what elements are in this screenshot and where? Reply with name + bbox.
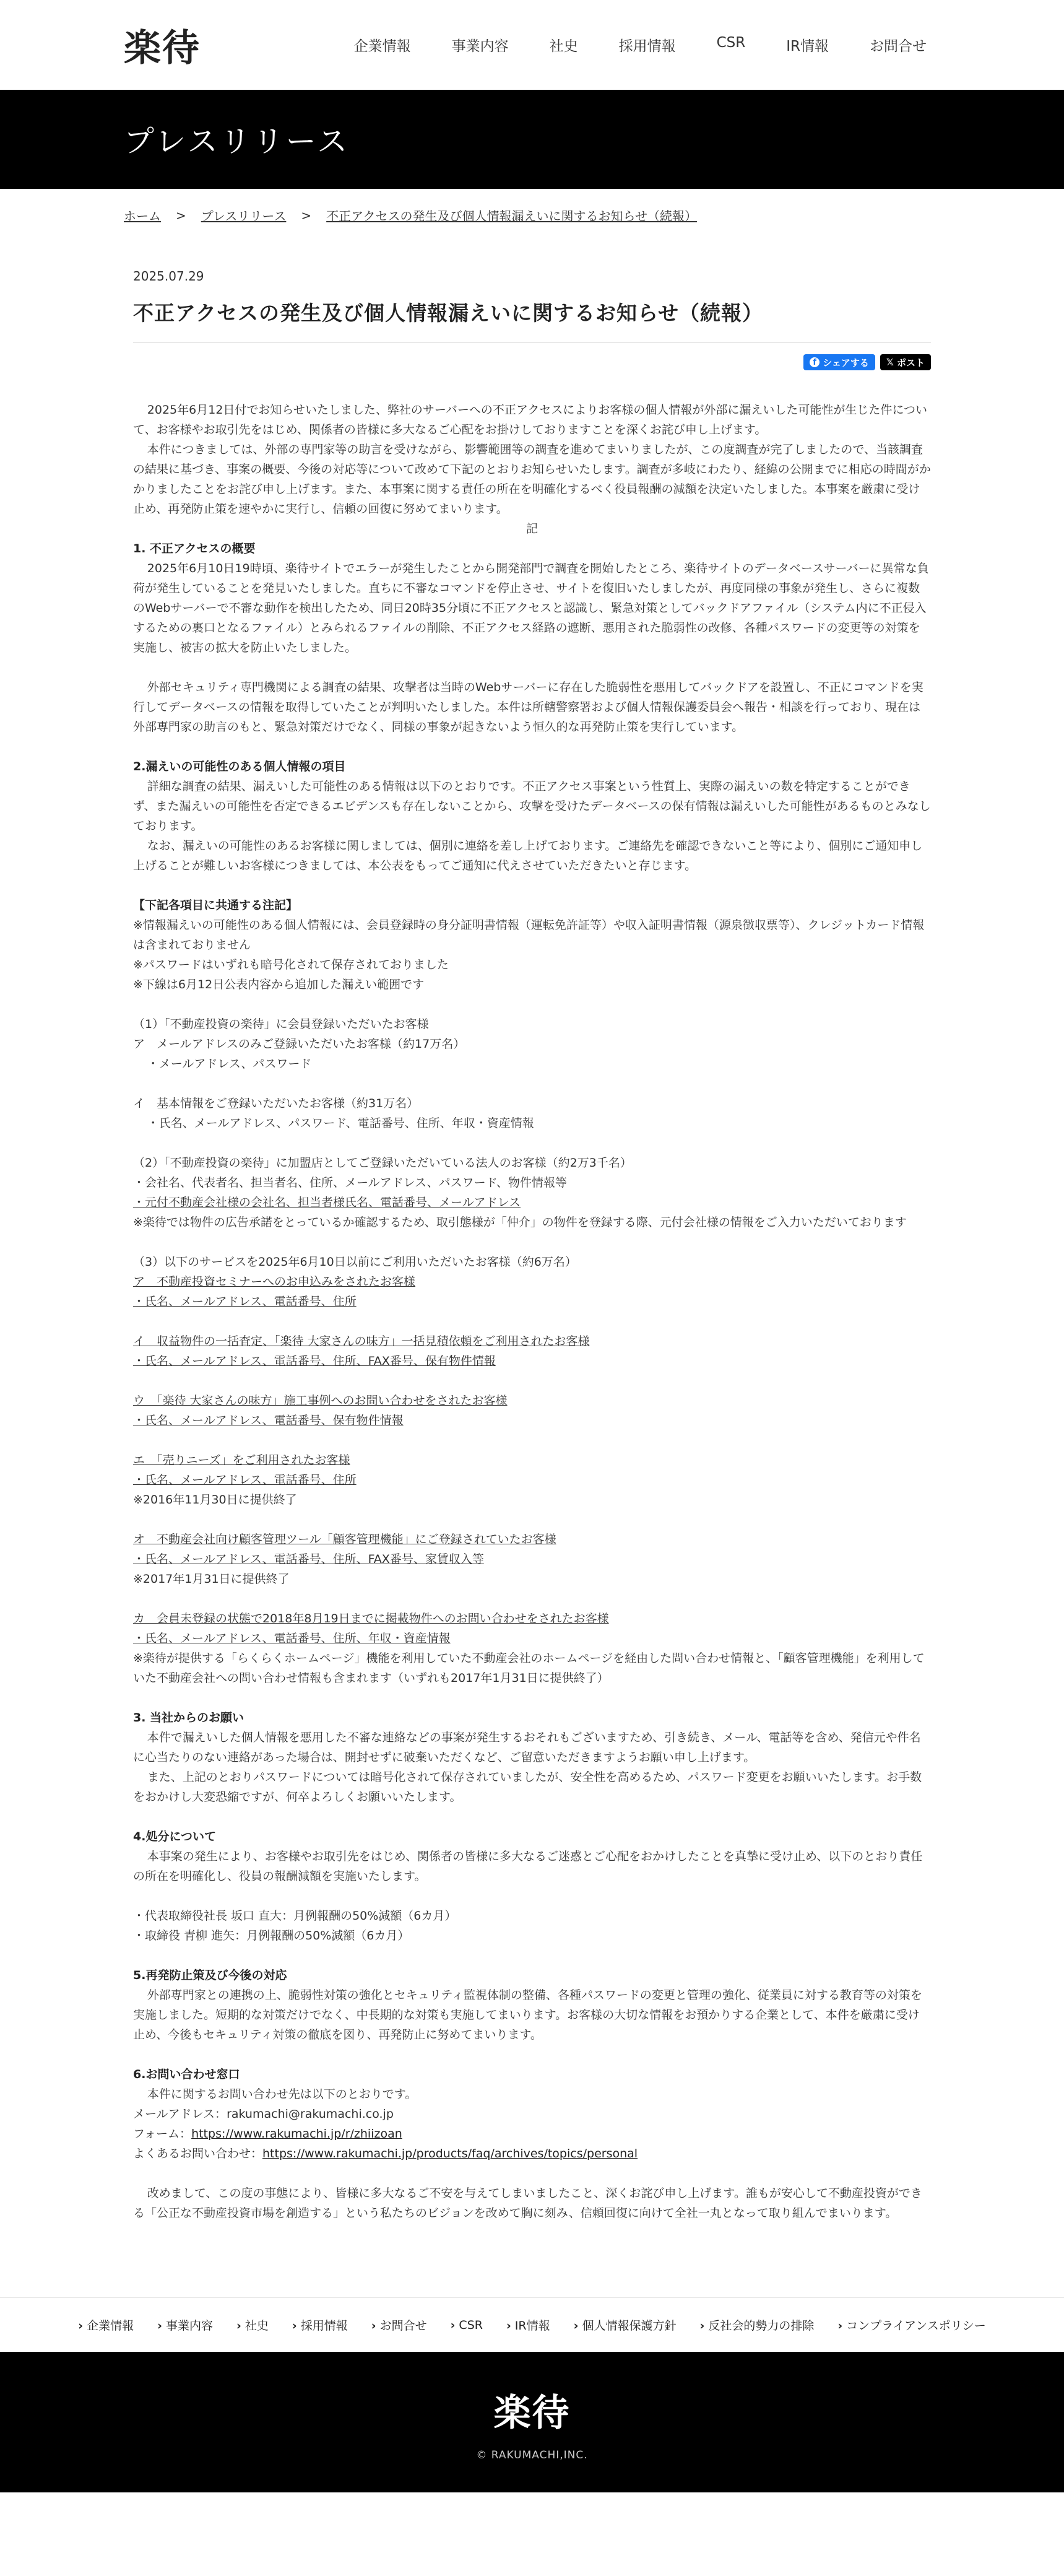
section-heading: 5.再発防止策及び今後の対応 <box>133 1969 287 1982</box>
section-paragraph: 外部セキュリティ専門機関による調査の結果、攻撃者は当時のWebサーバーに存在した脆弱性を悪用してバックドアを設置し、不正にコマンドを実行してデータベースの情報を取得していたことが判明いたしました。本件は所轄警察署および個人情報保護委員会へ報告・相談を行っており、現在は外部専門家の助言のもと、緊急対策だけでなく、同様の事象が起きないよう恒久的な再発防止策を実行しています。 <box>133 681 923 734</box>
list-heading: （3）以下のサービスを2025年6月10日以前にご利用いただいたお客様（約6万名） <box>133 1255 577 1269</box>
list-item: ・メールアドレス、パスワード <box>147 1057 312 1071</box>
page-banner-title: プレスリリース <box>124 124 350 159</box>
section-paragraph: 本件に関するお問い合わせ先は以下のとおりです。 <box>147 2087 417 2101</box>
intro-paragraph: 本件につきましては、外部の専門家等の助言を受けながら、影響範囲等の調査を進めてまいりましたが、この度調査が完了しましたので、当該調査の結果に基づき、事案の概要、今後の対応等について改めて下記のとおりお知らせいたします。調査が多岐にわたり、経緯の公開までに相応の時間がかかりましたことをお詫び申し上げます。また、本事案に関する責任の所在を明確化するべく役員報酬の減額を決定いたしました。本事案を厳粛に受け止め、再発防止策を速やかに実行し、信頼の回復に努めてまいります。 <box>133 443 931 516</box>
list-subhead: イ 基本情報をご登録いただいたお客様（約31万名） <box>133 1097 419 1110</box>
footer-link-compliance[interactable]: › コンプライアンスポリシー <box>837 2317 985 2333</box>
site-footer <box>0 2352 1064 2492</box>
list-subhead-added: オ 不動産会社向け顧客管理ツール「顧客管理機能」にご登録されていたお客様 <box>133 1533 556 1546</box>
nav-item-ir[interactable]: IR情報 <box>786 38 829 54</box>
article-body <box>133 400 931 2223</box>
list-item: ・取締役 青柳 進矢：月例報酬の50%減額（6カ月） <box>133 1929 410 1943</box>
list-item-added: ・元付不動産会社様の会社名、担当者様氏名、電話番号、メールアドレス <box>133 1196 521 1209</box>
x-post-button[interactable] <box>880 354 931 370</box>
facebook-share-label: シェアする <box>823 357 869 368</box>
section-paragraph: 2025年6月10日19時頃、楽待サイトでエラーが発生したことから開発部門で調査を開始したところ、楽待サイトのデータベースサーバーに異常な負荷が発生していることを発見いたしました。直ちに不審なコマンドを停止させ、サイトを復旧いたしましたが、再度同様の事象が発生し、さらに複数のWebサーバーで不審な動作を検出したため、同日20時35分頃に不正アクセスと認識し、緊急対策としてバックドアファイル（システム内に不正侵入するための裏口となるファイル）とみられるファイルの削除、不正アクセス経路の遮断、悪用された脆弱性の改修、各種パスワードの変更等の対策を実施し、被害の拡大を防止いたしました。 <box>133 562 929 655</box>
list-note: ※楽待では物件の広告承諾をとっているか確認するため、取引態様が「仲介」の物件を登録する際、元付会社様の情報をご入力いただいております <box>133 1216 907 1229</box>
list-note: ※2016年11月30日に提供終了 <box>133 1493 297 1507</box>
contact-mail-label: メールアドレス： <box>133 2107 227 2121</box>
title-divider <box>133 342 931 343</box>
section-paragraph: なお、漏えいの可能性のあるお客様に関しましては、個別に連絡を差し上げております。ご連絡先を確認できないこと等により、個別にご通知申し上げることが難しいお客様につきましては、本公表をもってご通知に代えさせていただきたいと存じます。 <box>133 839 923 872</box>
contact-form-link[interactable]: https://www.rakumachi.jp/r/zhiizoan <box>191 2127 402 2141</box>
contact-faq-label: よくあるお問い合わせ： <box>133 2147 263 2160</box>
page-banner <box>0 90 1064 189</box>
section-paragraph: 詳細な調査の結果、漏えいした可能性のある情報は以下のとおりです。不正アクセス事案という性質上、実際の漏えいの数を特定することができず、また漏えいの可能性を否定できるエビデンスも存在しないことから、攻撃を受けたデータベースの保有情報は漏えいした可能性があるものとみなしております。 <box>133 780 931 833</box>
section-heading: 2.漏えいの可能性のある個人情報の項目 <box>133 760 346 773</box>
notes-heading: 【下記各項目に共通する注記】 <box>133 899 298 912</box>
list-heading: （1）「不動産投資の楽待」に会員登録いただいたお客様 <box>133 1017 429 1031</box>
list-item: ・代表取締役社長 坂口 直大：月例報酬の50%減額（6カ月） <box>133 1909 457 1923</box>
global-nav <box>354 35 940 55</box>
closing-paragraph: 改めまして、この度の事態により、皆様に多大なるご不安を与えてしまいましたこと、深くお詫び申し上げます。誰もが安心して不動産投資ができる「公正な不動産投資市場を創造する」という私たちのビジョンを改めて胸に刻み、信頼回復に向けて全社一丸となって取り組んでまいります。 <box>133 2187 922 2220</box>
footer-link-ir[interactable]: › IR情報 <box>506 2317 550 2333</box>
list-subhead-added: エ 「売りニーズ」をご利用されたお客様 <box>133 1453 350 1467</box>
section-paragraph: 本件で漏えいした個人情報を悪用した不審な連絡などの事案が発生するおそれもございますため、引き続き、メール、電話等を含め、発信元や件名に心当たりのない連絡があった場合は、開封せずに破棄いただくなど、ご留意いただきますようお願い申し上げます。 <box>133 1731 921 1764</box>
breadcrumb-home[interactable]: ホーム <box>124 209 161 224</box>
section-paragraph: また、上記のとおりパスワードについては暗号化されて保存されていましたが、安全性を高めるため、パスワード変更をお願いいたします。お手数をおかけし大変恐縮ですが、何卒よろしくお願いいたします。 <box>133 1770 922 1804</box>
section-heading: 3. 当社からのお願い <box>133 1711 244 1725</box>
list-item-added: ・氏名、メールアドレス、電話番号、住所 <box>133 1473 357 1487</box>
contact-mail <box>133 2104 931 2124</box>
list-subhead-added: ア 不動産投資セミナーへのお申込みをされたお客様 <box>133 1275 416 1289</box>
nav-item-recruit[interactable]: 採用情報 <box>618 38 676 54</box>
nav-item-company[interactable]: 企業情報 <box>353 38 411 54</box>
list-note: ※楽待が提供する「らくらくホームページ」機能を利用していた不動産会社のホームページを経由した問い合わせ情報と、「顧客管理機能」を利用していた不動産会社への問い合わせ情報も含まれます（いずれも2017年1月31日に提供終了） <box>133 1651 925 1685</box>
list-subhead-added: イ 収益物件の一括査定、「楽待 大家さんの味方」一括見積依頼をご利用されたお客様 <box>133 1334 590 1348</box>
breadcrumb-press-release[interactable]: プレスリリース <box>201 209 287 224</box>
footer-link-history[interactable]: › 社史 <box>236 2317 269 2333</box>
list-subhead-added: ウ 「楽待 大家さんの味方」施工事例へのお問い合わせをされたお客様 <box>133 1394 508 1408</box>
facebook-icon: f <box>810 357 820 367</box>
copyright: © RAKUMACHI,INC. <box>476 2448 588 2461</box>
list-heading: （2）「不動産投資の楽待」に加盟店としてご登録いただいている法人のお客様（約2万3千名） <box>133 1156 632 1170</box>
note-line: ※情報漏えいの可能性のある個人情報には、会員登録時の身分証明書情報（運転免許証等）や収入証明書情報（源泉徴収票等）、クレジットカード情報は含まれておりません <box>133 918 925 952</box>
nav-item-contact[interactable]: お問合せ <box>870 38 927 54</box>
list-subhead-added: カ 会員未登録の状態で2018年8月19日までに掲載物件へのお問い合わせをされたお客様 <box>133 1612 609 1625</box>
site-logo[interactable]: 楽待 <box>124 26 201 70</box>
contact-mail-value: rakumachi@rakumachi.co.jp <box>227 2107 394 2121</box>
breadcrumb-current[interactable]: 不正アクセスの発生及び個人情報漏えいに関するお知らせ（続報） <box>326 209 697 224</box>
list-item-added: ・氏名、メールアドレス、電話番号、住所、FAX番号、保有物件情報 <box>133 1354 496 1368</box>
nav-item-csr[interactable]: CSR <box>716 35 746 51</box>
footer-logo[interactable]: 楽待 <box>493 2391 571 2435</box>
list-item-added: ・氏名、メールアドレス、電話番号、保有物件情報 <box>133 1414 404 1427</box>
list-item: ・会社名、代表者名、担当者名、住所、メールアドレス、パスワード、物件情報等 <box>133 1176 567 1190</box>
list-subhead: ア メールアドレスのみご登録いただいたお客様（約17万名） <box>133 1037 465 1051</box>
section-paragraph: 外部専門家との連携の上、脆弱性対策の強化とセキュリティ監視体制の整備、各種パスワードの変更と管理の強化、従業員に対する教育等の対策を実施しました。短期的な対策だけでなく、中長期的な対策も実施してまいります。お客様の大切な情報をお預かりする企業として、本件を厳粛に受け止め、今後もセキュリティ対策の徹底を図り、再発防止に努めてまいります。 <box>133 1988 922 2042</box>
list-note: ※2017年1月31日に提供終了 <box>133 1572 290 1586</box>
section-paragraph: 本事案の発生により、お客様やお取引先をはじめ、関係者の皆様に多大なるご迷惑とご心配をおかけしたことを真摯に受け止め、以下のとおり責任の所在を明確化し、役員の報酬減額を実施いたします。 <box>133 1850 923 1883</box>
x-post-label: ポスト <box>896 357 925 368</box>
footer-link-business[interactable]: › 事業内容 <box>157 2317 213 2333</box>
contact-faq <box>133 2144 931 2164</box>
footer-link-antisocial[interactable]: › 反社会的勢力の排除 <box>699 2317 814 2333</box>
footer-link-privacy[interactable]: › 個人情報保護方針 <box>574 2317 677 2333</box>
article-title: 不正アクセスの発生及び個人情報漏えいに関するお知らせ（続報） <box>133 301 764 325</box>
share-buttons <box>133 354 931 370</box>
article-date: 2025.07.29 <box>133 269 204 284</box>
nav-item-business[interactable]: 事業内容 <box>451 38 509 54</box>
contact-form <box>133 2124 931 2144</box>
section-heading: 6.お問い合わせ窓口 <box>133 2068 240 2081</box>
contact-faq-link[interactable]: https://www.rakumachi.jp/products/faq/archives/topics/personal <box>262 2147 638 2160</box>
footer-link-csr[interactable]: › CSR <box>451 2318 483 2332</box>
section-heading: 1. 不正アクセスの概要 <box>133 542 256 555</box>
section-heading: 4.処分について <box>133 1830 217 1843</box>
list-item: ・氏名、メールアドレス、パスワード、電話番号、住所、年収・資産情報 <box>147 1116 534 1130</box>
contact-form-label: フォーム： <box>133 2127 192 2141</box>
note-line: ※下線は6月12日公表内容から追加した漏えい範囲です <box>133 978 425 991</box>
nav-item-history[interactable]: 社史 <box>549 38 578 54</box>
intro-paragraph: 2025年6月12日付でお知らせいたしました、弊社のサーバーへの不正アクセスによりお客様の個人情報が外部に漏えいした可能性が生じた件について、お客様やお取引先をはじめ、関係者の皆様に多大なるご心配をお掛けしておりますことを深くお詫び申し上げます。 <box>133 403 927 437</box>
note-line: ※パスワードはいずれも暗号化されて保存されておりました <box>133 958 449 972</box>
breadcrumb <box>0 206 1064 224</box>
footer-nav <box>0 2297 1064 2352</box>
site-header <box>0 0 1064 90</box>
list-item-added: ・氏名、メールアドレス、電話番号、住所、FAX番号、家賃収入等 <box>133 1552 484 1566</box>
x-icon: 𝕏 <box>886 357 894 368</box>
list-item-added: ・氏名、メールアドレス、電話番号、住所 <box>133 1295 357 1308</box>
footer-link-company[interactable]: › 企業情報 <box>78 2317 134 2333</box>
ki-mark: 記 <box>526 522 538 536</box>
article <box>0 269 1064 2223</box>
breadcrumb-separator: > <box>176 207 186 223</box>
footer-link-contact[interactable]: › お問合せ <box>371 2317 427 2333</box>
footer-link-recruit[interactable]: › 採用情報 <box>292 2317 348 2333</box>
facebook-share-button[interactable] <box>803 354 875 370</box>
list-item-added: ・氏名、メールアドレス、電話番号、住所、年収・資産情報 <box>133 1632 451 1645</box>
breadcrumb-separator: > <box>301 207 312 223</box>
